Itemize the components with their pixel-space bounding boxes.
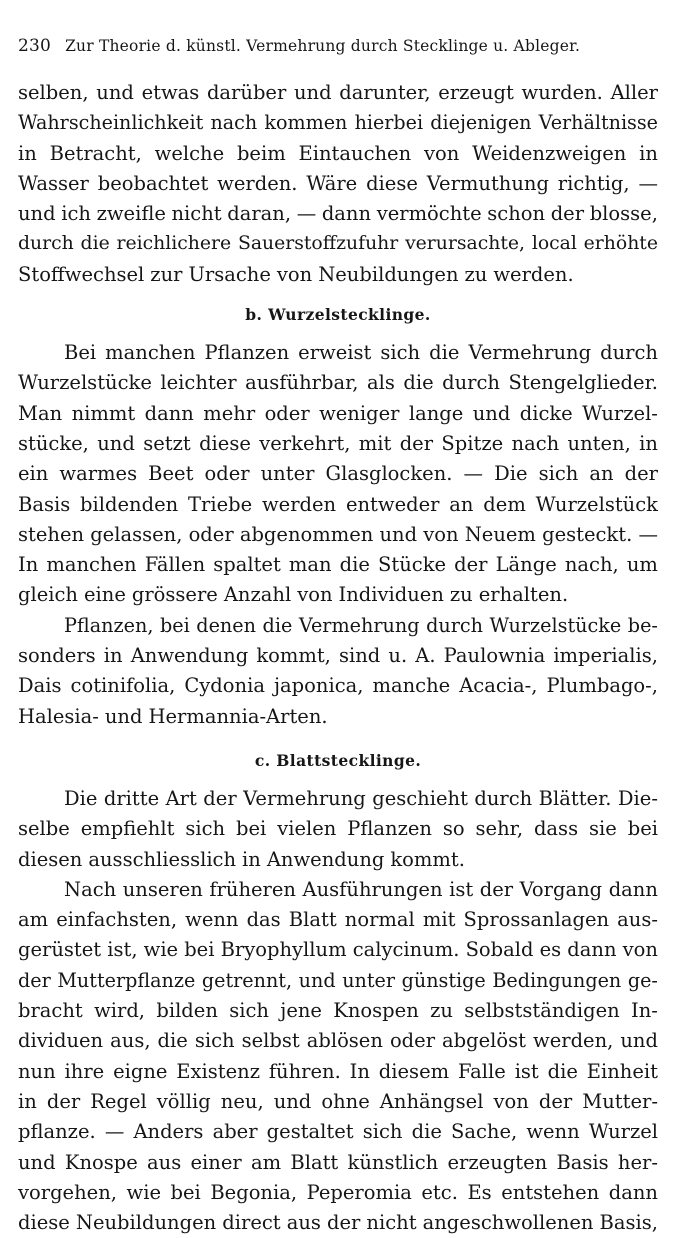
text-line: selbe empfiehlt sich bei vielen Pflanzen so sehr, dass sie bei	[18, 817, 658, 841]
text-line: gleich eine grössere Anzahl von Individuen zu erhalten.	[18, 583, 569, 607]
text-line: durch die reichlichere Sauerstoffzufuhr verursachte, local erhöhte	[18, 233, 658, 255]
section-heading: b. Wurzelstecklinge.	[245, 305, 431, 325]
paragraph	[18, 78, 658, 290]
text-line: Man nimmt dann mehr oder weniger lange und dicke Wurzel-	[18, 401, 658, 425]
text-line: Pflanzen, bei denen die Vermehrung durch Wurzelstücke be-	[64, 613, 658, 637]
text-line: bracht wird, bilden sich jene Knospen zu selbstständigen In-	[18, 999, 658, 1023]
text-line: Wahrscheinlichkeit nach kommen hierbei diejenigen Verhältnisse	[18, 111, 658, 135]
text-line: am einfachsten, wenn das Blatt normal mit Sprossanlagen aus-	[18, 908, 658, 932]
text-line: Dais cotinifolia, Cydonia japonica, manche Acacia-, Plumbago-,	[18, 674, 658, 698]
text-line: pflanze. — Anders aber gestaltet sich die Sache, wenn Wurzel	[18, 1120, 658, 1144]
paragraph	[18, 784, 658, 875]
text-line: In manchen Fällen spaltet man die Stücke der Länge nach, um	[18, 553, 658, 577]
text-line: vorgehen, wie bei Begonia, Peperomia etc. Es entstehen dann	[18, 1180, 658, 1204]
text-line: Bei manchen Pflanzen erweist sich die Vermehrung durch	[64, 341, 658, 365]
text-line: und ich zweifle nicht daran, — dann vermöchte schon der blosse,	[18, 202, 658, 226]
running-head-title: Zur Theorie d. künstl. Vermehrung durch Stecklinge u. Ableger.	[65, 37, 581, 55]
text-line: selben, und etwas darüber und darunter, erzeugt wurden. Aller	[18, 81, 658, 104]
text-line: Stoffwechsel zur Ursache von Neubildungen zu werden.	[18, 262, 574, 286]
text-line: Nach unseren früheren Ausführungen ist der Vorgang dann	[64, 877, 658, 901]
text-line: in der Regel völlig neu, und ohne Anhängsel von der Mutter-	[18, 1089, 658, 1113]
text-line: diesen ausschliesslich in Anwendung kommt.	[18, 847, 465, 871]
text-line: Halesia- und Hermannia-Arten.	[18, 704, 328, 728]
paragraph	[18, 611, 658, 732]
body-text	[18, 78, 658, 1238]
book-page	[18, 36, 658, 1238]
paragraph	[18, 875, 658, 1238]
page-number: 230	[18, 36, 52, 56]
text-line: Basis bildenden Triebe werden entweder an dem Wurzelstück	[18, 492, 658, 516]
text-line: Die dritte Art der Vermehrung geschieht durch Blätter. Die-	[64, 786, 658, 810]
text-line: und Knospe aus einer am Blatt künstlich erzeugten Basis her-	[18, 1150, 658, 1174]
text-line: ein warmes Beet oder unter Glasglocken. — Die sich an der	[18, 462, 658, 486]
text-line: nun ihre eigne Existenz führen. In diesem Falle ist die Einheit	[18, 1059, 658, 1083]
text-line: dividuen aus, die sich selbst ablösen oder abgelöst werden, und	[18, 1029, 658, 1053]
text-line: gerüstet ist, wie bei Bryophyllum calycinum. Sobald es dann von	[18, 938, 658, 962]
text-line: stücke, und setzt diese verkehrt, mit der Spitze nach unten, in	[18, 431, 658, 455]
text-line: in Betracht, welche beim Eintauchen von Weidenzweigen in	[18, 141, 658, 165]
text-line: stehen gelassen, oder abgenommen und von Neuem gesteckt. —	[18, 522, 658, 546]
running-head	[18, 36, 658, 56]
text-line: sonders in Anwendung kommt, sind u. A. Paulownia imperialis,	[18, 644, 658, 668]
paragraph	[18, 338, 658, 611]
section-heading: c. Blattstecklinge.	[254, 750, 422, 770]
text-line: diese Neubildungen direct aus der nicht angeschwollenen Basis,	[18, 1211, 658, 1235]
text-line: Wasser beobachtet werden. Wäre diese Vermuthung richtig, —	[18, 171, 658, 195]
text-line: der Mutterpflanze getrennt, und unter günstige Bedingungen ge-	[18, 968, 658, 992]
text-line: Wurzelstücke leichter ausführbar, als die durch Stengelglieder.	[18, 371, 658, 395]
